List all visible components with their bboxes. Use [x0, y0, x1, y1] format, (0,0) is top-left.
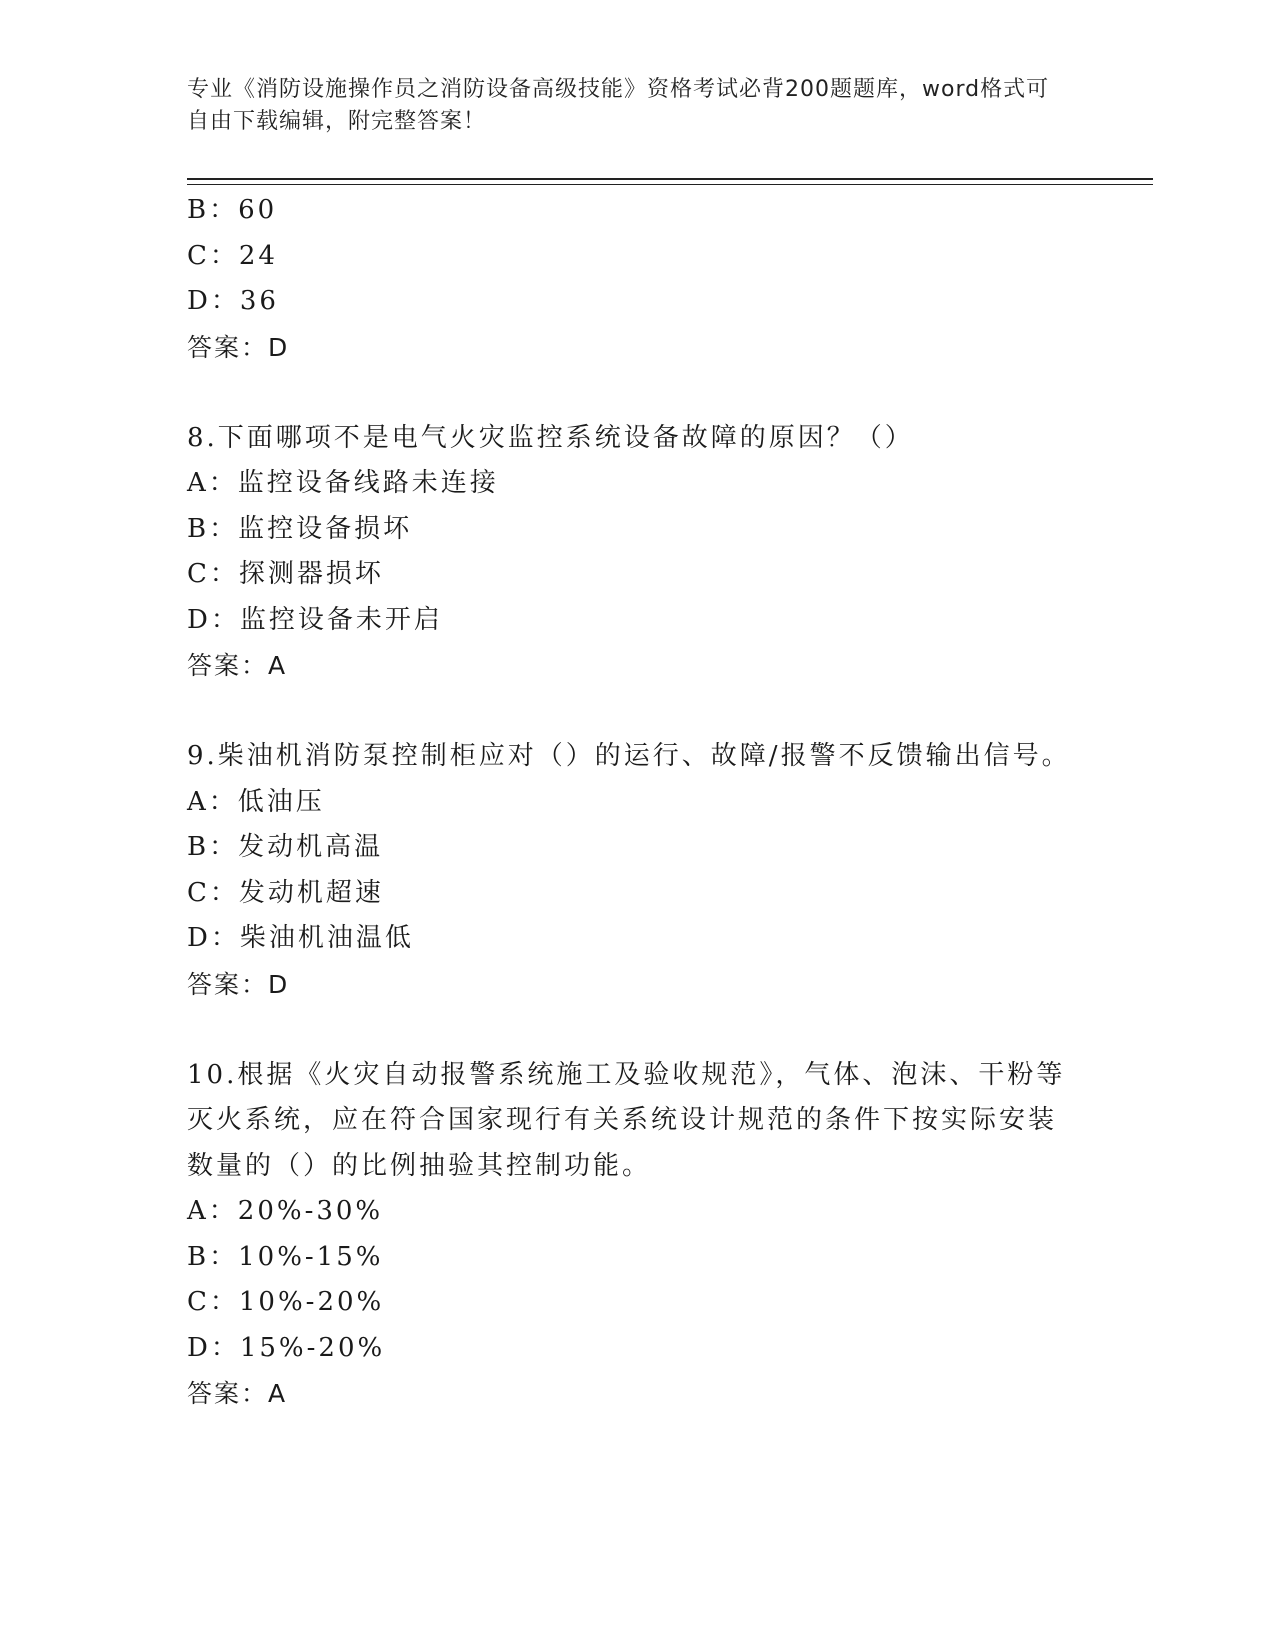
question-text-line-2: 灭火系统，应在符合国家现行有关系统设计规范的条件下按实际安装 — [187, 1105, 1058, 1135]
question-text: 8.下面哪项不是电气火灾监控系统设备故障的原因？（） — [187, 422, 914, 453]
question-9 — [187, 734, 1087, 1007]
header-rule-thick — [187, 178, 1153, 180]
option-a: A：20%-30% — [187, 1196, 384, 1226]
document-header: 专业《消防设施操作员之消防设备高级技能》资格考试必背200题题库，word格式可自由下载编辑，附完整答案！ — [187, 77, 1050, 134]
option-c: C：探测器损坏 — [187, 559, 384, 589]
spacer — [187, 689, 1087, 735]
answer-label: 答案：A — [187, 651, 288, 680]
option-d: D：柴油机油温低 — [187, 923, 414, 953]
option-c: C：24 — [187, 240, 278, 271]
option-c: C：10%-20% — [187, 1287, 385, 1317]
option-d: D：15%-20% — [187, 1332, 386, 1363]
option-b: B：监控设备损坏 — [187, 513, 413, 544]
option-d: D：监控设备未开启 — [187, 604, 443, 635]
option-a: A：监控设备线路未连接 — [187, 468, 499, 498]
question-list — [187, 188, 1087, 1417]
answer-label: 答案：D — [187, 969, 290, 999]
option-b: B：10%-15% — [187, 1241, 384, 1272]
option-a: A：低油压 — [187, 786, 325, 817]
question-text-line-1: 10.根据《火灾自动报警系统施工及验收规范》，气体、泡沫、干粉等 — [187, 1059, 1066, 1090]
option-b: B：60 — [187, 195, 278, 225]
spacer — [187, 370, 1087, 416]
option-d: D：36 — [187, 286, 279, 316]
answer-label: 答案：A — [187, 1379, 288, 1408]
question-text: 9.柴油机消防泵控制柜应对（）的运行、故障/报警不反馈输出信号。 — [187, 741, 1071, 771]
question-7-continued — [187, 188, 1087, 370]
question-8 — [187, 416, 1087, 689]
spacer — [187, 1007, 1087, 1053]
question-text-line-3: 数量的（）的比例抽验其控制功能。 — [187, 1150, 652, 1181]
answer-label: 答案：D — [187, 332, 290, 362]
option-c: C：发动机超速 — [187, 877, 384, 908]
question-10 — [187, 1053, 1087, 1417]
header-rule-thin — [187, 184, 1153, 185]
option-b: B：发动机高温 — [187, 832, 384, 862]
